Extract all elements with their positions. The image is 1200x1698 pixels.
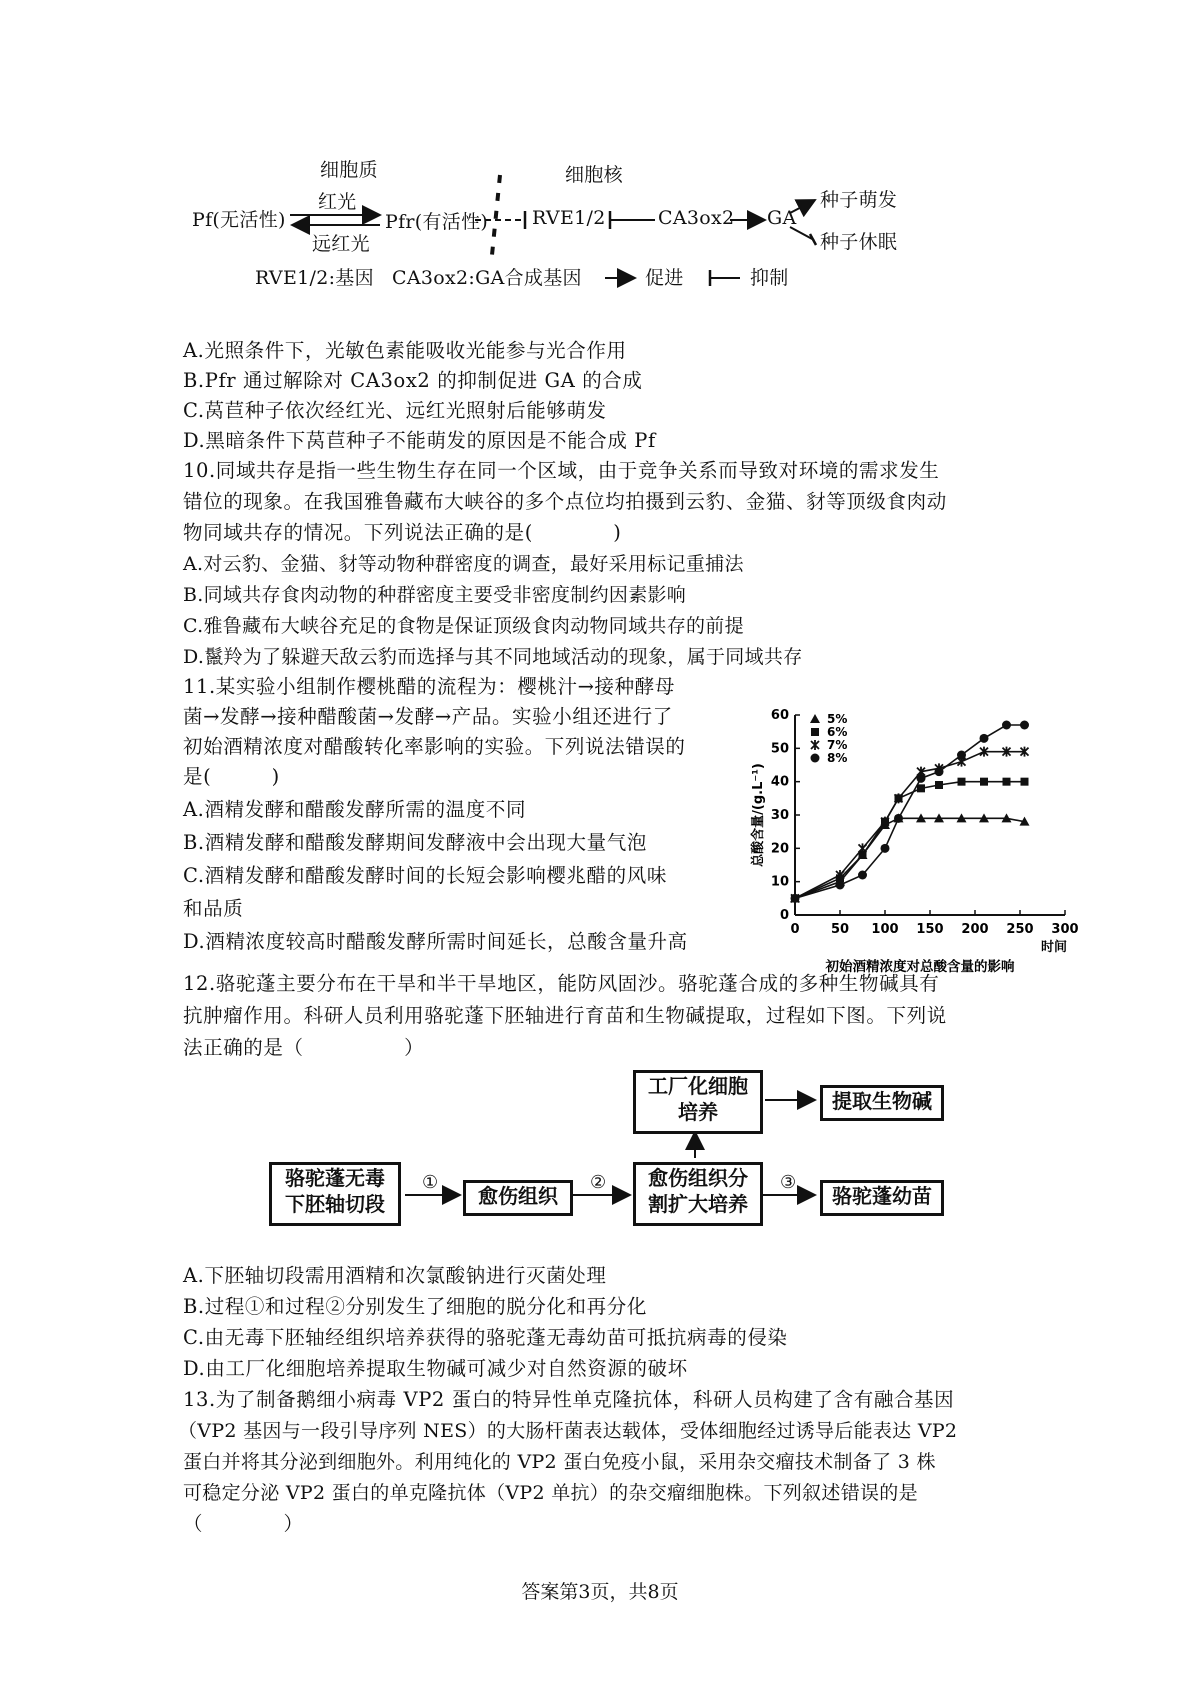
pf-label: Pf(无活性)	[192, 209, 286, 231]
step-3-label: ③	[780, 1172, 797, 1193]
data-point-8%	[917, 774, 926, 783]
q10-option-a: A.对云豹、金猫、豺等动物种群密度的调查，最好采用标记重捕法	[183, 553, 744, 575]
nucleus-label: 细胞核	[565, 164, 623, 186]
chart-svg	[750, 700, 1080, 975]
legend-rve: RVE1/2:基因	[255, 267, 374, 289]
x-tick-label: 100	[871, 922, 899, 937]
q9-option-b: B.Pfr 通过解除对 CA3ox2 的抑制促进 GA 的合成	[183, 369, 643, 392]
q11-stem-line: 11.某实验小组制作樱桃醋的流程为：樱桃汁→接种酵母	[183, 675, 675, 698]
seedling-box: 骆驼蓬幼苗	[820, 1180, 944, 1216]
cytoplasm-label: 细胞质	[320, 159, 378, 181]
q11-stem-line: 初始酒精浓度对醋酸转化率影响的实验。下列说法错误的	[183, 735, 686, 758]
data-point-6%	[1003, 778, 1011, 786]
legend-label-8%: 8%	[827, 751, 848, 765]
legend-inhibit: 抑制	[750, 267, 789, 289]
q12-option-b: B.过程①和过程②分别发生了细胞的脱分化和再分化	[183, 1295, 647, 1318]
q12-option-d: D.由工厂化细胞培养提取生物碱可减少对自然资源的破坏	[183, 1357, 688, 1380]
step-1-label: ①	[422, 1172, 439, 1193]
q11-option-c-cont: 和品质	[183, 897, 244, 920]
q12-stem-line: 12.骆驼蓬主要分布在干旱和半干旱地区，能防风固沙。骆驼蓬合成的多种生物碱具有	[183, 972, 940, 995]
q11-option-d: D.酒精浓度较高时醋酸发酵所需时间延长，总酸含量升高	[183, 930, 688, 953]
factory-culture-box	[633, 1070, 763, 1134]
data-point-8%	[858, 871, 867, 880]
q12-stem-line: 抗肿瘤作用。科研人员利用骆驼蓬下胚轴进行育苗和生物碱提取，过程如下图。下列说	[183, 1004, 947, 1027]
dormancy-label: 种子休眠	[820, 231, 898, 253]
pfr-label: Pfr(有活性)	[385, 211, 489, 233]
legend-label-6%: 6%	[827, 725, 848, 739]
phytochrome-pathway-diagram	[180, 145, 940, 305]
data-point-8%	[1020, 721, 1029, 730]
q13-stem-line: （VP2 基因与一段引导序列 NES）的大肠杆菌表达载体，受体细胞经过诱导后能表达 VP2	[178, 1420, 958, 1442]
germination-label: 种子萌发	[820, 189, 898, 211]
data-point-8%	[836, 881, 845, 890]
factory-line: 培养	[678, 1100, 718, 1124]
q13-stem-line: 蛋白并将其分泌到细胞外。利用纯化的 VP2 蛋白免疫小鼠，采用杂交瘤技术制备了 3 株	[183, 1451, 936, 1473]
q9-option-d: D.黑暗条件下莴苣种子不能萌发的原因是不能合成 Pf	[183, 429, 656, 452]
series-line-5%	[795, 818, 1025, 898]
x-tick-label: 200	[961, 922, 989, 937]
expand-line: 愈伤组织分	[648, 1166, 748, 1190]
legend-marker-6%	[811, 728, 819, 736]
data-point-6%	[917, 784, 925, 792]
red-light-label: 红光	[318, 191, 357, 213]
legend-marker-7%	[811, 740, 819, 750]
q10-stem-line: 物同域共存的情况。下列说法正确的是( )	[183, 521, 622, 544]
q9-option-c: C.莴苣种子依次经红光、远红光照射后能够萌发	[183, 399, 607, 422]
data-point-6%	[958, 778, 966, 786]
expand-line: 割扩大培养	[648, 1192, 748, 1216]
data-point-6%	[935, 781, 943, 789]
q11-option-c: C.酒精发酵和醋酸发酵时间的长短会影响樱兆醋的风味	[183, 864, 667, 887]
legend-marker-5%	[810, 714, 820, 723]
data-point-6%	[980, 778, 988, 786]
q11-option-b: B.酒精发酵和醋酸发酵期间发酵液中会出现大量气泡	[183, 831, 647, 854]
hypocotyl-box	[269, 1162, 401, 1226]
legend-label-5%: 5%	[827, 712, 848, 726]
legend-label-7%: 7%	[827, 738, 848, 752]
q10-option-d: D.鬣羚为了躲避天敌云豹而选择与其不同地域活动的现象，属于同域共存	[183, 646, 803, 668]
q9-option-a: A.光照条件下，光敏色素能吸收光能参与光合作用	[183, 339, 627, 362]
x-tick-label: 300	[1051, 922, 1079, 937]
far-red-light-label: 远红光	[312, 233, 370, 255]
hypocotyl-line: 下胚轴切段	[285, 1192, 385, 1216]
rve-label: RVE1/2	[532, 207, 606, 229]
ca3ox2-label: CA3ox2	[658, 207, 735, 229]
x-axis-label: 时间	[1040, 940, 1067, 955]
y-tick-label: 30	[770, 808, 789, 823]
data-point-8%	[957, 751, 966, 760]
y-axis-label: 总酸含量/(g.L⁻¹)	[751, 763, 766, 867]
chart-title: 初始酒精浓度对总酸含量的影响	[825, 959, 1015, 975]
y-tick-label: 60	[770, 708, 789, 723]
q12-option-a: A.下胚轴切段需用酒精和次氯酸钠进行灭菌处理	[183, 1264, 607, 1287]
data-point-7%	[859, 843, 867, 853]
ga-label: GA	[767, 207, 797, 229]
callus-box: 愈伤组织	[463, 1180, 573, 1216]
legend-ca3ox2: CA3ox2:GA合成基因	[392, 267, 582, 289]
q11-option-a: A.酒精发酵和醋酸发酵所需的温度不同	[183, 798, 527, 821]
legend-marker-8%	[811, 754, 820, 763]
y-tick-label: 0	[779, 908, 789, 923]
x-tick-label: 50	[830, 922, 850, 937]
q10-stem-line: 错位的现象。在我国雅鲁藏布大峡谷的多个点位均拍摄到云豹、金猫、豺等顶级食肉动	[183, 490, 947, 513]
data-point-8%	[1002, 721, 1011, 730]
q10-option-c: C.雅鲁藏布大峡谷充足的食物是保证顶级食肉动物同域共存的前提	[183, 615, 744, 637]
q13-stem-line: 可稳定分泌 VP2 蛋白的单克隆抗体（VP2 单抗）的杂交瘤细胞株。下列叙述错误的是	[183, 1482, 918, 1504]
x-tick-label: 150	[916, 922, 944, 937]
total-acid-chart	[750, 700, 1080, 975]
hypocotyl-line: 骆驼蓬无毒	[285, 1166, 385, 1190]
step-2-label: ②	[590, 1172, 607, 1193]
legend-promote: 促进	[645, 267, 684, 289]
x-tick-label: 0	[790, 922, 800, 937]
page-footer: 答案第3页，共8页	[521, 1581, 679, 1603]
series-line-7%	[795, 752, 1025, 899]
y-tick-label: 20	[770, 841, 789, 857]
y-tick-label: 40	[770, 774, 789, 790]
x-tick-label: 250	[1006, 922, 1034, 937]
data-point-6%	[1021, 778, 1029, 786]
q13-stem-line: 13.为了制备鹅细小病毒 VP2 蛋白的特异性单克隆抗体，科研人员构建了含有融合基因	[183, 1388, 955, 1411]
q11-stem-line: 是( )	[183, 765, 280, 788]
data-point-8%	[894, 814, 903, 823]
callus-expansion-box	[633, 1162, 763, 1226]
q12-option-c: C.由无毒下胚轴经组织培养获得的骆驼蓬无毒幼苗可抵抗病毒的侵染	[183, 1326, 788, 1349]
data-point-8%	[935, 767, 944, 776]
data-point-8%	[791, 894, 800, 903]
data-point-8%	[980, 734, 989, 743]
y-tick-label: 50	[770, 741, 789, 757]
extract-alkaloid-box: 提取生物碱	[820, 1085, 944, 1121]
q13-stem-line: （ ）	[183, 1512, 304, 1535]
q12-stem-line: 法正确的是（ ）	[183, 1036, 425, 1059]
tissue-culture-flowchart	[265, 1070, 955, 1250]
y-tick-label: 10	[770, 874, 789, 890]
factory-line: 工厂化细胞	[648, 1074, 748, 1098]
q10-option-b: B.同域共存食肉动物的种群密度主要受非密度制约因素影响	[183, 584, 687, 606]
data-point-8%	[881, 844, 890, 853]
q11-stem-line: 菌→发酵→接种醋酸菌→发酵→产品。实验小组还进行了	[183, 705, 673, 728]
q10-stem-line: 10.同域共存是指一些生物生存在同一个区域，由于竞争关系而导致对环境的需求发生	[183, 459, 940, 482]
